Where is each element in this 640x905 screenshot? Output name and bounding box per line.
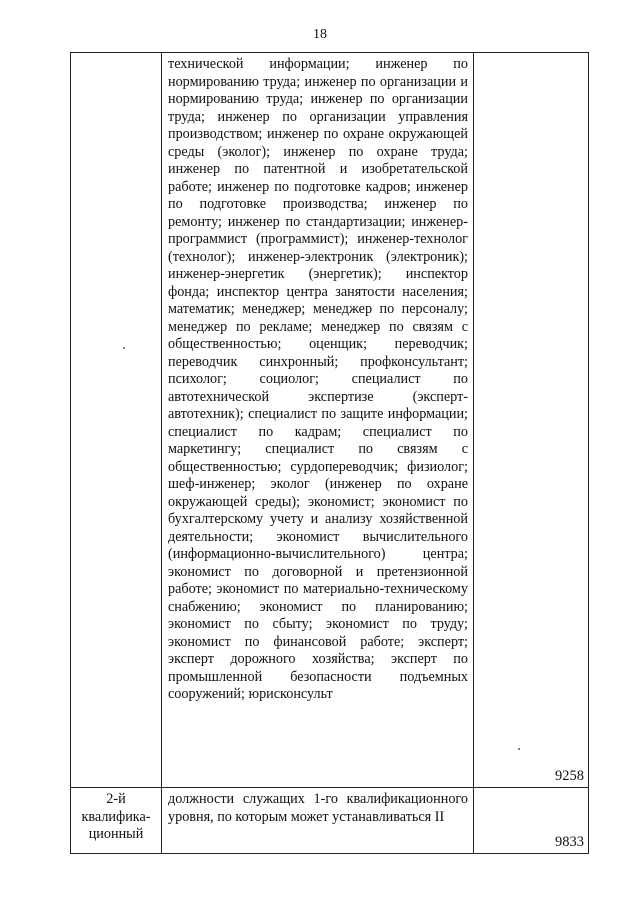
positions-cell xyxy=(162,788,474,854)
scan-speck xyxy=(518,748,520,750)
qualification-table xyxy=(70,52,589,854)
salary-cell xyxy=(474,788,589,854)
positions-cell xyxy=(162,53,474,788)
qualification-level-label: 2-й квалифика-ционный xyxy=(81,791,151,842)
scan-speck xyxy=(123,347,125,349)
salary-cell xyxy=(474,53,589,788)
level-cell xyxy=(71,53,162,788)
table-row xyxy=(71,788,589,854)
positions-text: должности служащих 1-го квалификационного уровня, по которым может устанавливаться II xyxy=(168,791,468,825)
page-number: 18 xyxy=(313,27,327,42)
salary-value: 9258 xyxy=(555,768,584,784)
level-cell xyxy=(71,788,162,854)
positions-text: технической информации; инженер по нормированию труда; инженер по организации и нормированию труда; инженер по организации труда; инженер по организации управления производством; инженер по охране окружающей среды (эколог); инженер по охране труда; инженер по патентной и изобретательской работе; инженер по подготовке кадров; инженер по подготовке производства; инженер по ремонту; инженер по стандартизации; инженер-программист (программист); инженер-технолог (технолог); инженер-электроник (электроник); инженер-энергетик (энергетик); инспектор фонда; инспектор центра занятости населения; математик; менеджер; менеджер по персоналу; менеджер по рекламе; менеджер по связям с общественностью; оценщик; переводчик; переводчик синхронный; профконсультант; психолог; социолог; специалист по автотехнической экспертизе (эксперт-автотехник); специалист по защите информации; специалист по кадрам; специалист по маркетингу; специалист по связям с общественностью; сурдопереводчик; физиолог; шеф-инженер; эколог (инженер по охране окружающей среды); экономист; экономист по бухгалтерскому учету и анализу хозяйственной деятельности; экономист вычислительного (информационно-вычислительного) центра; экономист по договорной и претензионной работе; экономист по материально-техническому снабжению; экономист по планированию; экономист по сбыту; экономист по труду; экономист по финансовой работе; эксперт; эксперт дорожного хозяйства; эксперт по промышленной безопасности подъемных сооружений; юрисконсульт xyxy=(168,56,468,702)
salary-value: 9833 xyxy=(555,834,584,850)
table-row xyxy=(71,53,589,788)
